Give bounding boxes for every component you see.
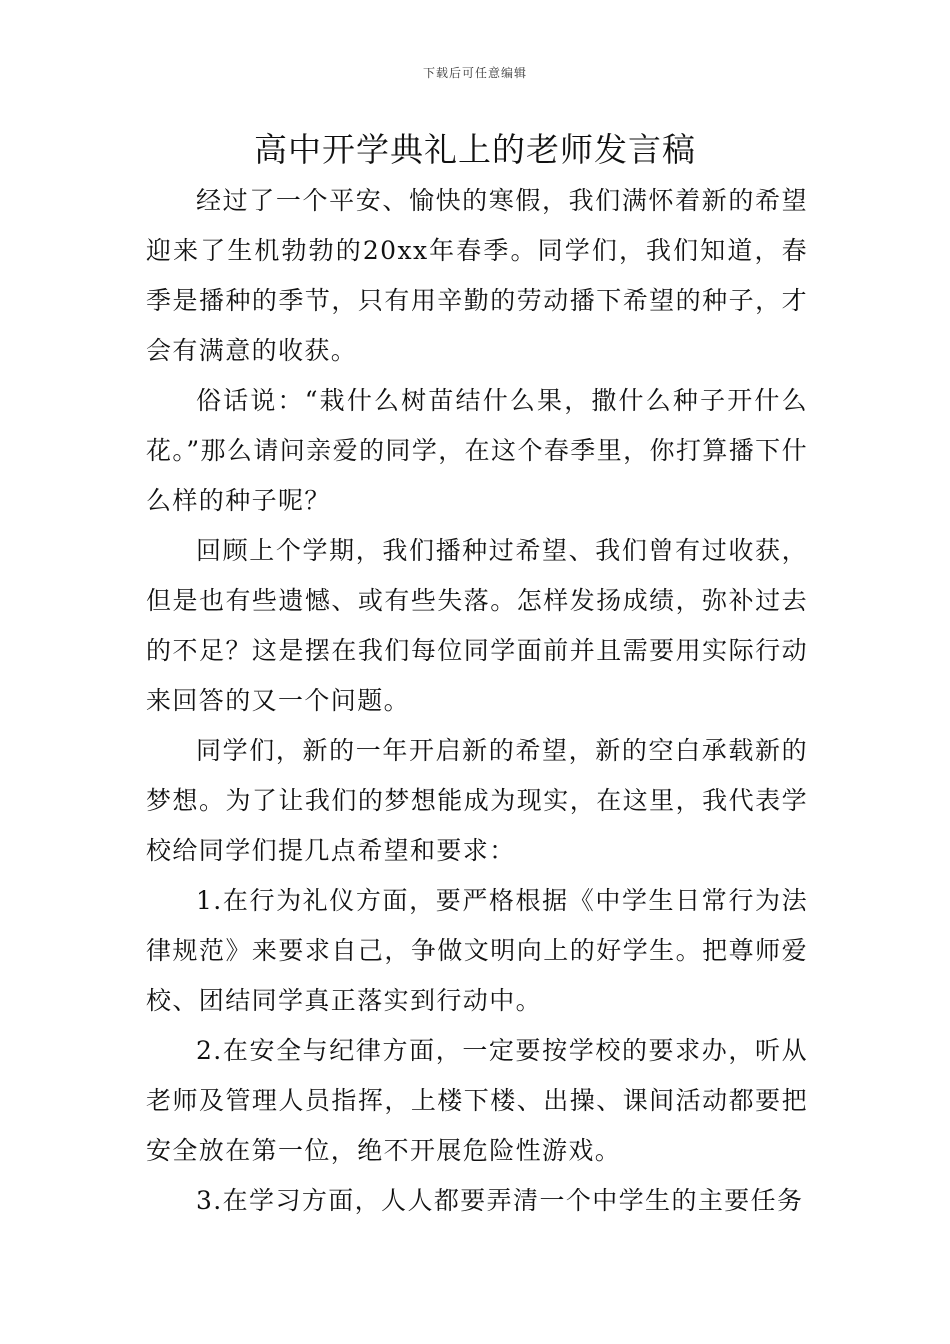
paragraph: 同学们，新的一年开启新的希望，新的空白承载新的梦想。为了让我们的梦想能成为现实，在这里，我代表学校给同学们提几点希望和要求： [146, 736, 808, 865]
document-body [146, 176, 808, 1226]
page-title: 高中开学典礼上的老师发言稿 [254, 130, 696, 169]
paragraph: 2.在安全与纪律方面，一定要按学校的要求办，听从老师及管理人员指挥，上楼下楼、出操、课间活动都要把安全放在第一位，绝不开展危险性游戏。 [146, 1036, 808, 1165]
paragraph: 1.在行为礼仪方面，要严格根据《中学生日常行为法律规范》来要求自己，争做文明向上的好学生。把尊师爱校、团结同学真正落实到行动中。 [146, 886, 808, 1015]
header-note: 下载后可任意编辑 [422, 66, 527, 80]
paragraph: 经过了一个平安、愉快的寒假，我们满怀着新的希望迎来了生机勃勃的20xx年春季。同学们，我们知道，春季是播种的季节，只有用辛勤的劳动播下希望的种子，才会有满意的收获。 [146, 186, 808, 365]
paragraph: 3.在学习方面，人人都要弄清一个中学生的主要任务 [196, 1186, 804, 1215]
paragraph: 俗话说：“栽什么树苗结什么果，撒什么种子开什么花。”那么请问亲爱的同学，在这个春季里，你打算播下什么样的种子呢？ [146, 386, 808, 515]
paragraph: 回顾上个学期，我们播种过希望、我们曾有过收获，但是也有些遗憾、或有些失落。怎样发扬成绩，弥补过去的不足？这是摆在我们每位同学面前并且需要用实际行动来回答的又一个问题。 [146, 536, 808, 715]
